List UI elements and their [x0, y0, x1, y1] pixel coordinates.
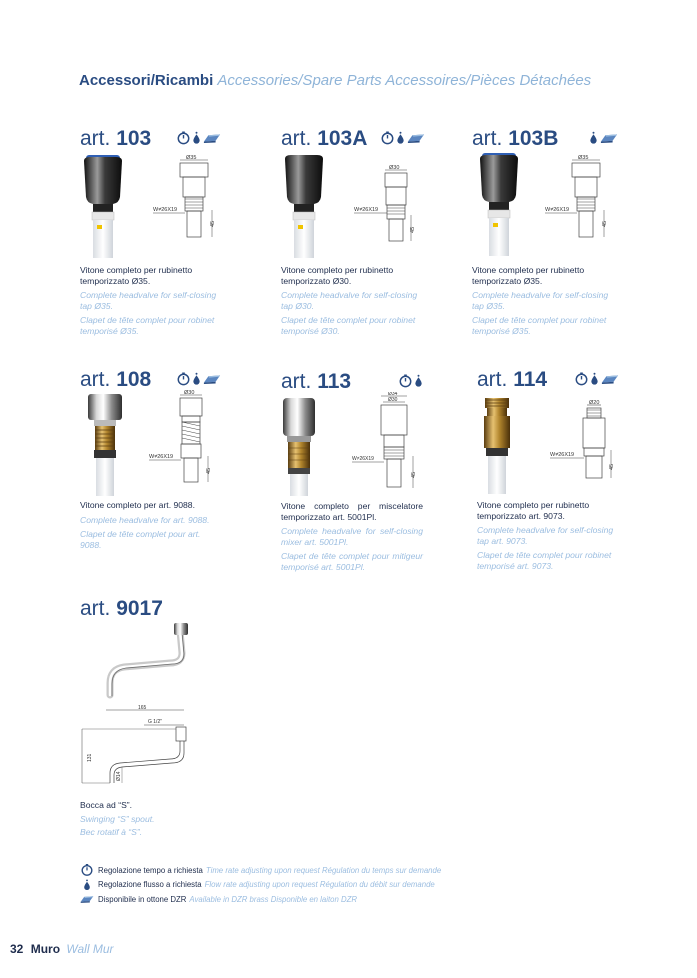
product-number: 113: [317, 370, 352, 393]
product-title: [281, 127, 367, 151]
product-description: [281, 265, 423, 336]
product-number: 108: [116, 368, 152, 391]
icon-legend: [80, 863, 441, 907]
dimension-label: Ø34: [388, 392, 398, 397]
description-english: Complete headvalve for self-closing tap art. 9073.: [477, 525, 614, 546]
product-feature-icons: [589, 131, 618, 145]
dimension-label: W≠26X19: [354, 207, 379, 213]
dimension-label: Ø30: [389, 165, 400, 171]
description-french: Clapet de tête complet pour mitigeur temporisé art. 5001Pl.: [281, 551, 423, 572]
dimension-label: 45: [602, 220, 608, 227]
description-french: Clapet de tête complet pour art. 9088.: [80, 529, 201, 550]
description-italian: Vitone completo per rubinetto temporizzato Ø35.: [80, 265, 193, 286]
product-title-prefix: art.: [281, 370, 312, 393]
product-title: [472, 127, 558, 151]
product-number: 103A: [317, 127, 368, 150]
dzr-brass-icon: [407, 132, 425, 144]
dimension-label: 45: [411, 471, 417, 478]
description-french: Bec rotatif à “S”.: [80, 827, 143, 837]
dimension-label: 165: [138, 705, 147, 711]
catalog-section-translations: Wall Mur: [66, 942, 114, 956]
legend-label-translations: Time rate adjusting upon request Régulation du temps sur demande: [205, 865, 442, 875]
product-number: 114: [513, 368, 548, 391]
product-title-prefix: art.: [80, 368, 111, 391]
heading-translations: Accessories/Spare Parts Accessoires/Pièces Détachées: [217, 72, 592, 89]
section-heading: [79, 72, 591, 89]
legend-label-italian: Regolazione flusso a richiesta: [98, 880, 202, 890]
description-english: Complete headvalve for art. 9088.: [80, 514, 210, 525]
product-art-103a: [281, 127, 451, 342]
dimension-label: 131: [87, 753, 93, 762]
dimension-label: Ø30: [184, 390, 195, 396]
product-art-9017: [80, 597, 280, 847]
timer-icon: [381, 131, 394, 145]
product-description: [472, 265, 614, 336]
legend-row-dzr: [80, 892, 441, 907]
catalog-section: Muro: [30, 942, 61, 956]
dimension-label: G 1/2": [148, 719, 163, 725]
description-english: Complete headvalve for self-closing tap Ø35.: [80, 290, 217, 311]
technical-drawing: [549, 400, 621, 480]
heading-italian: Accessori/Ricambi: [79, 72, 214, 89]
product-title-prefix: art.: [80, 597, 111, 620]
flow-drop-icon: [589, 131, 598, 145]
legend-label-italian: Regolazione tempo a richiesta: [98, 865, 203, 875]
legend-label-translations: Flow rate adjusting upon request Régulation du débit sur demande: [204, 880, 435, 890]
flow-drop-icon: [192, 372, 201, 386]
technical-drawing: [148, 390, 223, 485]
page-number: 32: [10, 942, 24, 956]
legend-label-translations: Available in DZR brass Disponible en laiton DZR: [189, 894, 357, 904]
dimension-label: W≠26X19: [550, 452, 575, 458]
timer-icon: [575, 372, 588, 386]
product-feature-icons: [177, 131, 221, 145]
dimension-label: Ø30: [388, 397, 398, 403]
headvalve-photo: [481, 398, 517, 498]
dzr-brass-icon: [203, 373, 221, 385]
description-italian: Bocca ad “S”.: [80, 800, 133, 810]
product-art-108: [80, 368, 250, 568]
description-french: Clapet de tête complet pour robinet temporisé Ø30.: [281, 315, 416, 336]
product-feature-icons: [575, 372, 619, 386]
dimension-label: Ø35: [186, 155, 197, 161]
dzr-brass-icon: [600, 132, 618, 144]
product-feature-icons: [381, 131, 425, 145]
headvalve-photo: [80, 155, 126, 261]
description-italian: Vitone completo per art. 9088.: [80, 500, 195, 510]
product-description: [477, 500, 619, 571]
product-number: 9017: [116, 597, 163, 620]
flow-drop-icon: [396, 131, 405, 145]
product-art-103: [80, 127, 250, 342]
dimension-label: W≠26X19: [352, 456, 374, 462]
product-number: 103: [116, 127, 152, 150]
flow-drop-icon: [83, 879, 91, 891]
technical-drawing: [353, 165, 423, 245]
description-french: Clapet de tête complet pour robinet temporisé Ø35.: [472, 315, 607, 336]
timer-icon: [81, 864, 93, 876]
product-title-prefix: art.: [472, 127, 503, 150]
product-art-103b: [472, 127, 642, 342]
s-spout-photo: [102, 623, 197, 701]
product-feature-icons: [177, 372, 221, 386]
product-feature-icons: [399, 374, 423, 388]
legend-label-italian: Disponibile in ottone DZR: [98, 894, 187, 904]
dimension-label: W≠26X19: [153, 207, 178, 213]
legend-row-flow: [80, 878, 441, 893]
description-italian: Vitone completo per rubinetto temporizzato Ø35.: [472, 265, 585, 286]
description-english: Complete headvalve for self-closing tap Ø30.: [281, 290, 418, 311]
page-footer: [10, 942, 114, 956]
headvalve-photo: [476, 153, 522, 259]
dimension-label: W≠26X19: [149, 454, 174, 460]
dimension-label: 45: [609, 463, 615, 470]
product-description: [80, 800, 222, 838]
description-french: Clapet de tête complet pour robinet temporisé art. 9073.: [477, 550, 612, 571]
product-title: [80, 368, 151, 392]
product-title: [281, 370, 351, 394]
flow-drop-icon: [192, 131, 201, 145]
product-title-prefix: art.: [477, 368, 508, 391]
dzr-brass-icon: [80, 894, 94, 904]
description-english: Complete headvalve for self-closing mixer art. 5001Pl.: [281, 526, 423, 547]
description-english: Swinging “S” spout.: [80, 813, 155, 824]
dimension-label: Ø14: [116, 771, 122, 781]
dzr-brass-icon: [203, 132, 221, 144]
dzr-brass-icon: [601, 373, 619, 385]
product-art-113: [281, 370, 451, 590]
technical-drawing: [152, 155, 222, 245]
product-title: [80, 597, 163, 621]
dimension-label: 45: [410, 226, 416, 233]
product-art-114: [477, 368, 647, 588]
flow-drop-icon: [590, 372, 599, 386]
dimension-label: W≠26X19: [545, 207, 570, 213]
product-title-prefix: art.: [80, 127, 111, 150]
flow-drop-icon: [414, 374, 423, 388]
product-title: [80, 127, 151, 151]
timer-icon: [399, 374, 412, 388]
product-title: [477, 368, 547, 392]
timer-icon: [177, 372, 190, 386]
headvalve-photo: [86, 394, 126, 498]
dimension-label: 45: [210, 220, 216, 227]
description-italian: Vitone completo per rubinetto temporizzato Ø30.: [281, 265, 394, 286]
description-english: Complete headvalve for self-closing tap Ø35.: [472, 290, 609, 311]
technical-drawing: [544, 155, 614, 245]
dimension-label: Ø35: [578, 155, 589, 161]
legend-row-timer: [80, 863, 441, 878]
technical-drawing: [80, 705, 210, 787]
product-description: [281, 501, 423, 572]
product-number: 103B: [508, 127, 559, 150]
headvalve-photo: [281, 155, 327, 261]
product-description: [80, 265, 222, 336]
timer-icon: [177, 131, 190, 145]
dimension-label: 45: [206, 467, 212, 474]
description-italian: Vitone completo per rubinetto temporizzato art. 9073.: [477, 500, 590, 521]
dimension-label: Ø20: [589, 400, 600, 406]
product-title-prefix: art.: [281, 127, 312, 150]
description-italian: Vitone completo per miscelatore temporizzato art. 5001Pl.: [281, 501, 423, 522]
description-french: Clapet de tête complet pour robinet temporisé Ø35.: [80, 315, 215, 336]
product-description: [80, 500, 222, 550]
technical-drawing: [351, 392, 426, 492]
headvalve-photo: [281, 398, 321, 498]
